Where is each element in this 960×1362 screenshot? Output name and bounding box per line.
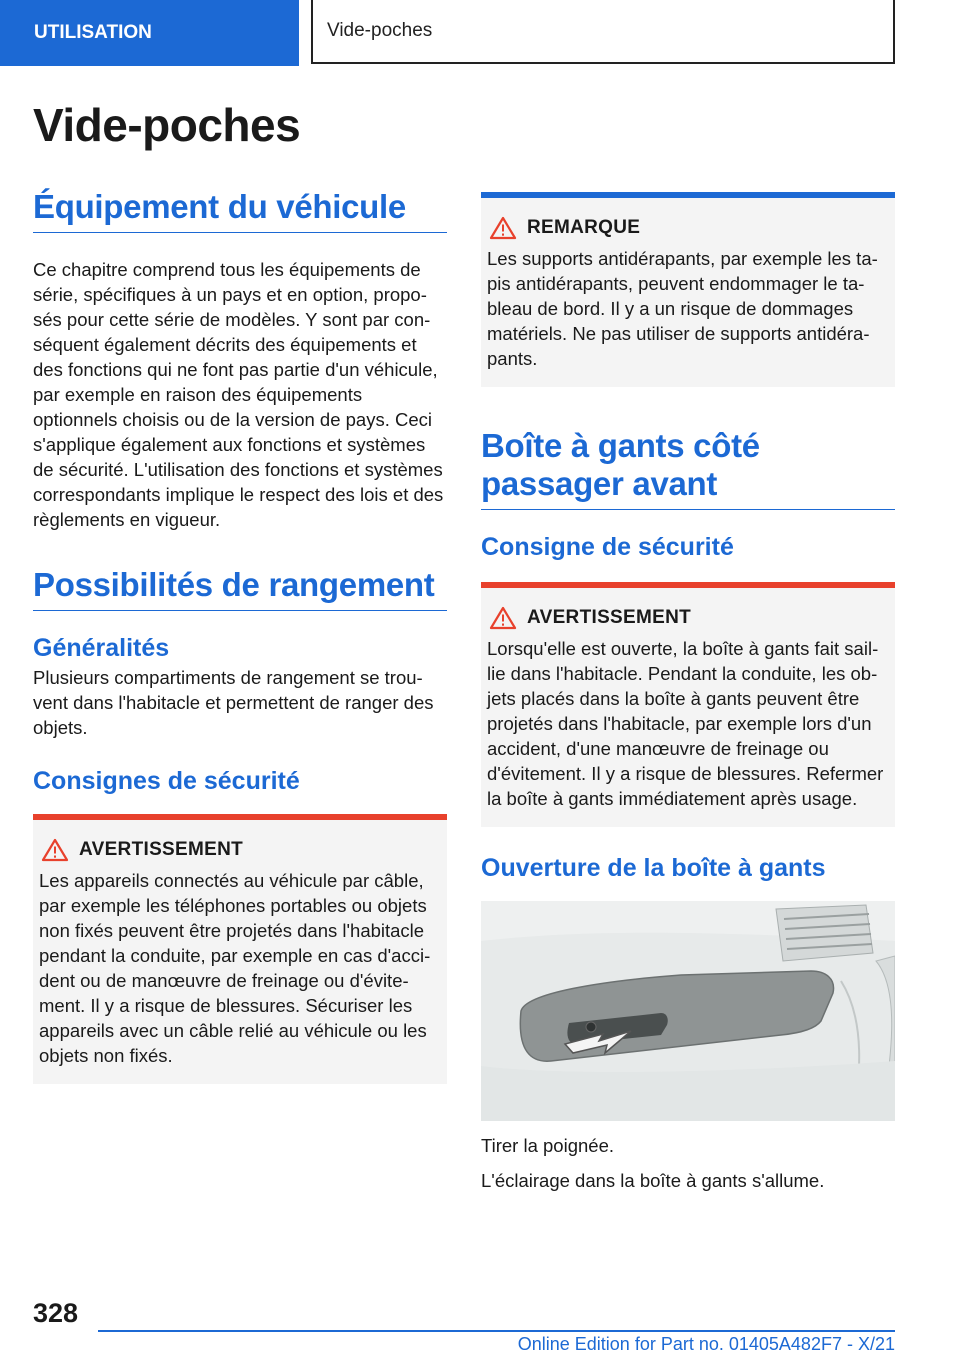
warning-triangle-icon [41,838,69,862]
glovebox-illustration [481,901,895,1121]
warning-box-cables [33,814,447,1084]
warning-text: Lorsqu'elle est ouverte, la boîte à gants fait saillie dans l'habitacle. Pendant la conduite, les objets placés dans la boîte à gants peuvent être projetés dans l'habitacle, par exemple lors d'un accident, d'une manœuvre de freinage ou d'évitement. Il y a risque de blessures. Refermer la boîte à gants immédiatement après usage. [487,638,884,809]
warning-box-glovebox [481,582,895,827]
heading-storage: Possibilités de rangement [33,566,447,611]
heading-equipment: Équipement du véhicule [33,188,447,233]
note-title: REMARQUE [527,217,641,238]
general-text: Plusieurs compartiments de rangement se trouvent dans l'habitacle et permettent de ranger des objets. [33,667,434,738]
glovebox-image [481,901,895,1121]
right-column [481,192,895,1193]
warning-text: Les appareils connectés au véhicule par câble, par exemple les téléphones portables ou objets non fixés peuvent être projetés dans l'habitacle pendant la conduite, par exemple en cas d'accident ou de manœuvre de freinage ou d'évitement. Il y a risque de blessures. Sécuriser les appareils avec un câble relié au véhicule ou les objets non fixés. [39,870,431,1066]
air-vent-icon [776,905,873,961]
step-light-on: L'éclairage dans la boîte à gants s'allume. [481,1170,825,1191]
heading-glovebox: Boîte à gants côté passager avant [481,427,895,510]
warning-triangle-icon [489,606,517,630]
heading-safety-note: Consigne de sécurité [481,533,734,561]
warning-title: AVERTISSEMENT [527,607,692,628]
note-box-antislip [481,192,895,387]
left-column [33,188,447,1084]
heading-opening: Ouverture de la boîte à gants [481,854,826,882]
warning-triangle-icon [489,216,517,240]
note-text: Les supports antidérapants, par exemple les tapis antidérapants, peuvent endommager le tableau de bord. Il y a un risque de dommages matériels. Ne pas utiliser de supports antidérapants. [487,248,878,369]
warning-title: AVERTISSEMENT [79,839,244,860]
page-title: Vide-poches [33,99,301,151]
header-bar [0,0,960,66]
header-title: Vide-poches [311,0,895,64]
heading-general: Généralités [33,634,170,662]
heading-safety-notes: Consignes de sécurité [33,767,300,795]
footer-edition: Online Edition for Part no. 01405A482F7 - X/21 [517,1334,895,1354]
section-tab[interactable]: UTILISATION [0,0,299,66]
step-pull-handle: Tirer la poignée. [481,1135,614,1156]
footer-divider [98,1330,895,1332]
page-number: 328 [33,1298,79,1328]
equipment-text: Ce chapitre comprend tous les équipements de série, spécifiques à un pays et en option, proposés pour cette série de modèles. Y sont par conséquent également décrits des équipements et des fonctions qui ne font pas partie d'un véhicule, par exemple en raison des équipements optionnels choisis ou de la version de pays. Ceci s'applique également aux fonctions et systèmes de sécurité. L'utilisation des fonctions et systèmes correspondants implique le respect des lois et des règlements en vigueur. [33,259,444,530]
